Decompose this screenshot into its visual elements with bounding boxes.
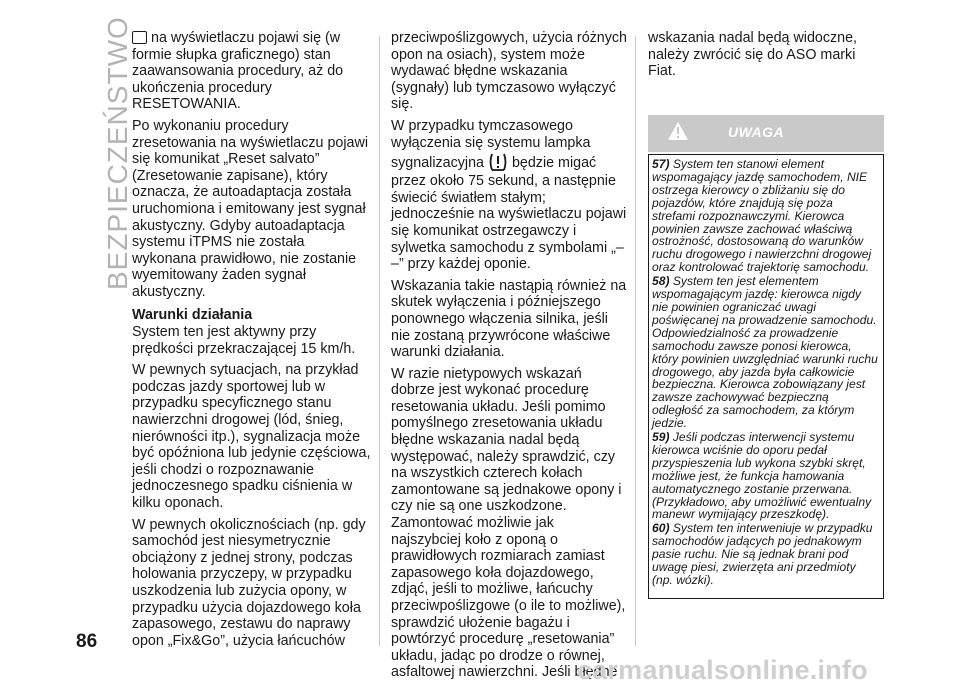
page-number: 86 [76, 631, 98, 652]
warning-item: 60) System ten interweniuje w przypadku samochodów jadących po jednakowym pasie ruchu. Nie są jednak brani pod uwagę piesi, zwierzęta ani przedmioty (np. wózki). [652, 521, 873, 587]
text-column-1 [132, 30, 372, 654]
warning-header [648, 115, 884, 152]
text-column-3 [648, 30, 884, 85]
warning-title: UWAGA [728, 124, 785, 140]
section-title: BEZPIECZEŃSTWO [102, 16, 133, 290]
paragraph: W przypadku tymczasowego wyłączenia się systemu lampka sygnalizacyjna będzie migać przez około 75 sekund, a następnie świecić światłem stałym; jednocześnie na wyświetlaczu pojawi się komunikat ostrzegawczy i sylwetka samochodu z symbolami „– –” przy każdej oponie. [391, 117, 627, 273]
text-column-2 [391, 30, 627, 686]
section-heading: Warunki działania [132, 306, 253, 323]
paragraph: na wyświetlaczu pojawi się (w formie słupka graficznego) stan zaawansowania procedury, aż do ukończenia procedury RESETOWANIA. [132, 30, 344, 113]
warning-box [648, 154, 884, 599]
paragraph: W pewnych okolicznościach (np. gdy samochód jest niesymetrycznie obciążony z jednej strony, podczas holowania przyczepy, w przypadku uszkodzenia lub zużycia opony, w przypadku użycia dojazdowego koła zapasowego, zestawu do naprawy opon „Fix&Go”, użycia łańcuchów [132, 516, 366, 649]
warning-item: 59) Jeśli podczas interwencji systemu kierowca wciśnie do oporu pedał przyspieszenia lub wykona szybki skręt, możliwe jest, że funkcja hamowania automatycznego zostanie przerwana. (Przykładowo, aby umożliwić ewentualny manewr wymijający przeszkodę). [652, 430, 872, 522]
paragraph: System ten jest aktywny przy prędkości przekraczającej 15 km/h. [132, 324, 356, 357]
paragraph: Wskazania takie nastąpią również na skutek wyłączenia i późniejszego ponownego włączenia silnika, jeśli nie zostaną przywrócone właściwe warunki działania. [391, 277, 627, 361]
column-divider [635, 36, 636, 646]
tire-pressure-warning-icon [489, 151, 507, 173]
watermark: carmanualsonline.info [577, 655, 868, 685]
paragraph: W pewnych sytuacjach, na przykład podczas jazdy sportowej lub w przypadku specyficznego stanu nawierzchni drogowej (lód, śnieg, nierówności itp.), sygnalizacja może być opóźniona lub jedynie częściowa, jeśli chodzi o rozpoznawanie jednoczesnego spadku ciśnienia w kilku oponach. [132, 362, 371, 512]
warning-item: 57) System ten stanowi element wspomagający jazdę samochodem, NIE ostrzega kierowcy o zbliżaniu się do pojazdów, które znajdują się poza strefami rozpoznawczymi. Kierowca powinien zawsze zachować właściwą ostrożność, dostosowaną do warunków ruchu drogowego i nawierzchni drogowej oraz kontrolować trajektorię samochodu. [652, 157, 872, 275]
warning-triangle-icon [667, 121, 689, 141]
paragraph: Po wykonaniu procedury zresetowania na wyświetlaczu pojawi się komunikat „Reset salvato” (Zresetowanie zapisane), który oznacza, że autoadaptacja została uruchomiona i emitowany jest sygnał akustyczny. Gdyby autoadaptacja systemu iTPMS nie została wykonana prawidłowo, nie zostanie wyemitowany żaden sygnał akustyczny. [132, 117, 369, 300]
ok-button-icon [132, 31, 147, 44]
warning-item: 58) System ten jest elementem wspomagającym jazdę: kierowca nigdy nie powinien ograniczać uwagi poświęcanej na prowadzenie samochodu. Odpowiedzialność za prowadzenie samochodu zawsze ponosi kierowca, który powinien uwzględniać warunki ruchu drogowego, aby jazda była całkowicie bezpieczna. Kierowca zobowiązany jest zawsze zachowywać bezpieczną odległość za samochodem, za którym jedzie. [652, 274, 878, 431]
paragraph: W razie nietypowych wskazań dobrze jest wykonać procedurę resetowania układu. Jeśli pomimo pomyślnego zresetowania układu błędne wskazania nadal będą występować, należy sprawdzić, czy na wszystkich czterech kołach zamontowane są jednakowe opony i czy nie są one uszkodzone. Zamontować możliwie jak najszybciej koło z oponą o prawidłowych rozmiarach zamiast zapasowego koła dojazdowego, zdjąć, jeśli to możliwe, łańcuchy przeciwpoślizgowe (o ile to możliwe), sprawdzić ułożenie bagażu i powtórzyć procedurę „resetowania” układu, jadąc po drodze o równej, asfaltowej nawierzchni. Jeśli błędne [391, 365, 626, 681]
column-divider [379, 36, 380, 646]
paragraph: wskazania nadal będą widoczne, należy zwrócić się do ASO marki Fiat. [648, 30, 858, 80]
paragraph: przeciwpoślizgowych, użycia różnych opon na osiach), system może wydawać błędne wskazania (sygnały) lub tymczasowo wyłączyć się. [391, 30, 627, 113]
